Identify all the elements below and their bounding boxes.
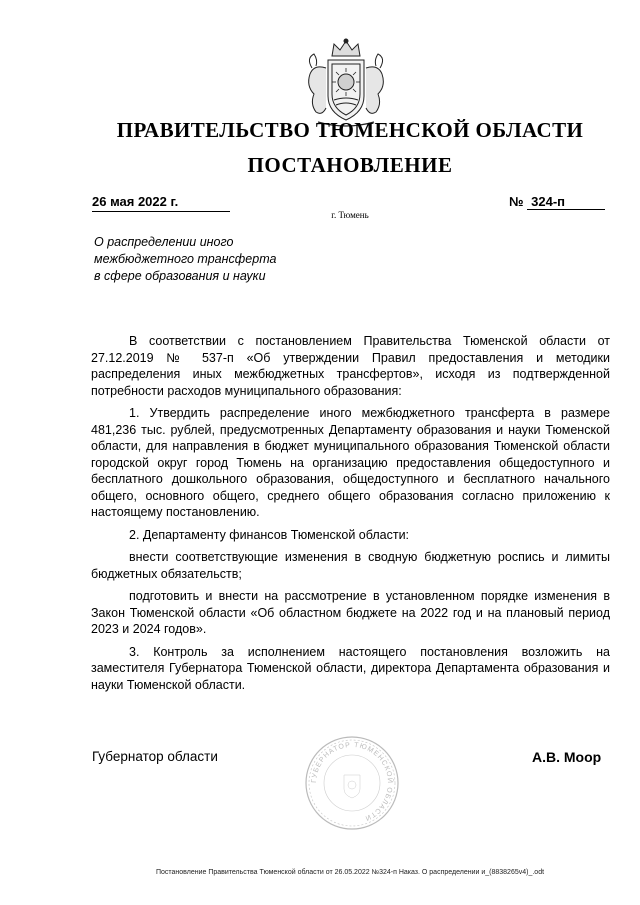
city-label: г. Тюмень bbox=[331, 210, 369, 220]
document-date: 26 мая 2022 г. bbox=[92, 194, 230, 212]
subject-line: межбюджетного трансферта bbox=[94, 252, 277, 266]
body-paragraph: 3. Контроль за исполнением настоящего постановления возложить на заместителя Губернатора Тюменской области, директора Департамента образования и науки Тюменской области. bbox=[91, 644, 610, 692]
subject-line: в сфере образования и науки bbox=[94, 269, 266, 283]
document-type-title: ПОСТАНОВЛЕНИЕ bbox=[247, 153, 453, 177]
document-number bbox=[509, 194, 605, 210]
government-title: ПРАВИТЕЛЬСТВО ТЮМЕНСКОЙ ОБЛАСТИ bbox=[116, 118, 584, 142]
body-paragraph: 1. Утвердить распределение иного межбюджетного трансферта в размере 481,236 тыс. рублей, предусмотренных Департаменту образования и науки Тюменской области, для направления в бюджет муниципального образования Тюменской области городской округ город Тюмень на организацию предоставления общедоступного и бесплатного дошкольного образования, общедоступного и бесплатного начального общего, основного общего, среднего общего образования согласно приложению к настоящему постановлению. bbox=[91, 406, 610, 519]
signatory-name: А.В. Моор bbox=[532, 749, 602, 765]
number-sign: № bbox=[509, 194, 524, 209]
coat-of-arms-emblem bbox=[288, 38, 404, 130]
body-paragraph: 2. Департаменту финансов Тюменской области: bbox=[129, 527, 410, 542]
document-subject bbox=[94, 234, 334, 285]
body-paragraph: В соответствии с постановлением Правительства Тюменской области от 27.12.2019 № 537-п «Об утверждении Правил предоставления и методики распределения иных межбюджетных трансфертов», исходя из подтвержденной потребности расходов муниципального образования: bbox=[91, 334, 610, 398]
body-paragraph: внести соответствующие изменения в сводную бюджетную роспись и лимиты бюджетных обязательств; bbox=[91, 550, 610, 581]
seal-stamp-icon bbox=[304, 735, 400, 831]
subject-line: О распределении иного bbox=[94, 235, 234, 249]
coat-of-arms-icon bbox=[288, 38, 404, 130]
number-value: 324-п bbox=[527, 194, 605, 210]
document-footer: Постановление Правительства Тюменской области от 26.05.2022 №324-п Наказ. О распределении и_(8838265v4)_.odt bbox=[155, 869, 545, 876]
body-paragraph: подготовить и внести на рассмотрение в установленном порядке изменения в Закон Тюменской области «Об областном бюджете на 2022 год и на плановый период 2023 и 2024 годов». bbox=[91, 589, 610, 636]
document-body bbox=[91, 333, 610, 699]
signatory-position: Губернатор области bbox=[92, 749, 218, 764]
svg-text:ГУБЕРНАТОР ТЮМЕНСКОЙ ОБЛАСТИ bbox=[311, 742, 395, 822]
seal-text: ГУБЕРНАТОР ТЮМЕНСКОЙ ОБЛАСТИ bbox=[310, 741, 394, 822]
official-seal bbox=[304, 735, 400, 831]
